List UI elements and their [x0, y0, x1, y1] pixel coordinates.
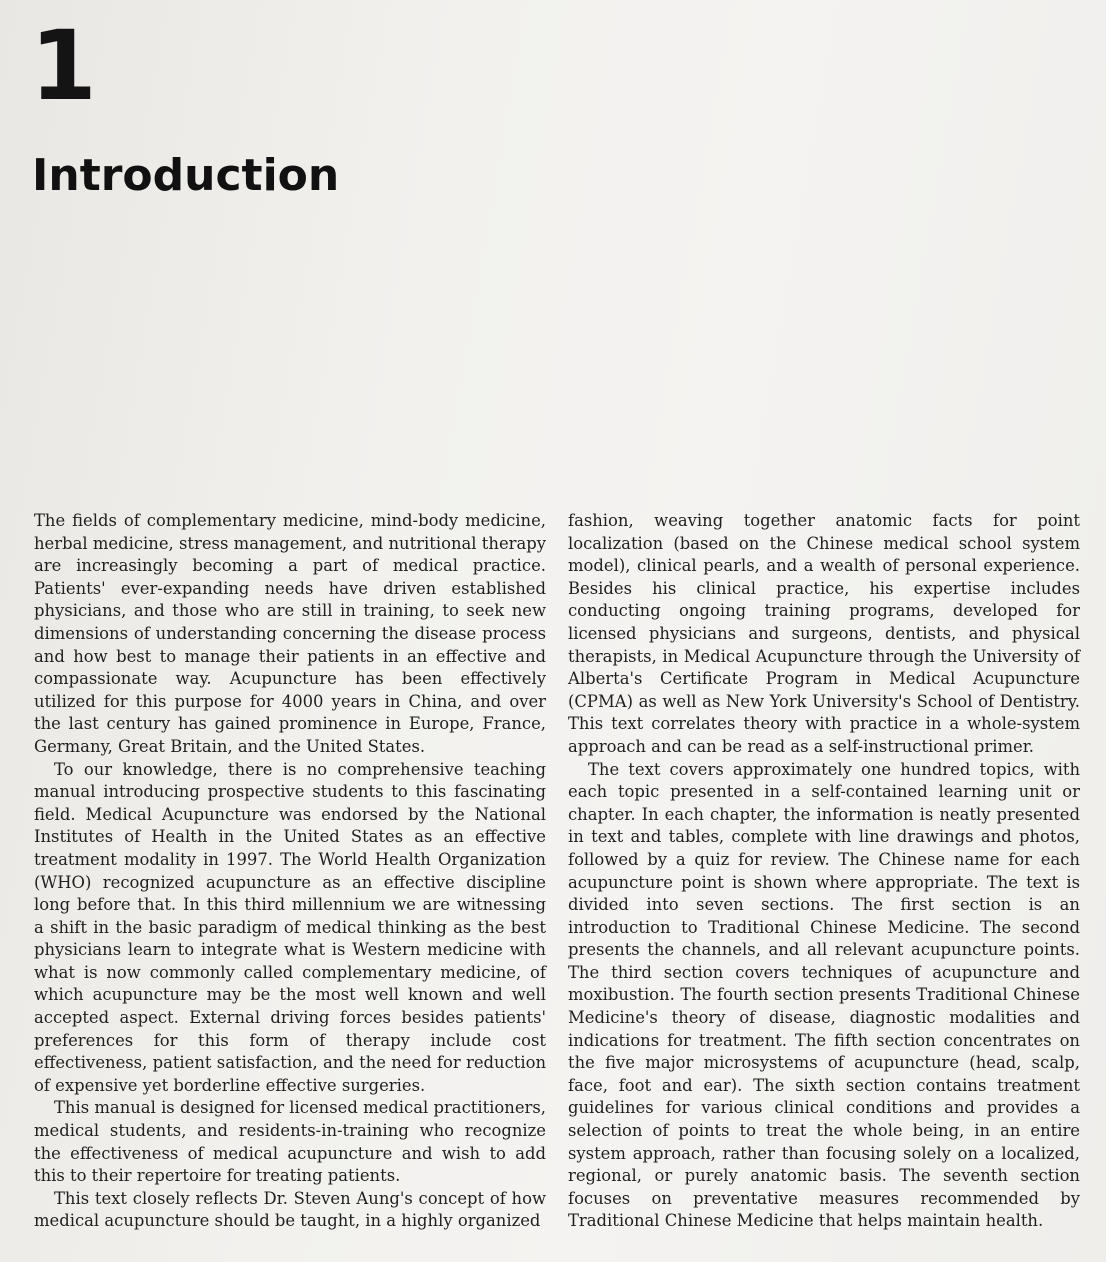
paragraph: This manual is designed for licensed medical practitioners, medical students, and residents-in-training who recognize the effectiveness of medical acupuncture and wish to add this to their repertoire for treating patients. [34, 1098, 546, 1186]
chapter-title: Introduction [32, 150, 340, 201]
paragraph: fashion, weaving together anatomic facts for point localization (based on the Chinese medical school system model), clinical pearls, and a wealth of personal experience. Besides his clinical practice, his expertise includes conducting ongoing training programs, developed for licensed physicians and surgeons, dentists, and physical therapists, in Medical Acupuncture through the University of Alberta's Certificate Program in Medical Acupuncture (CPMA) as well as New York University's School of Dentistry. This text correlates theory with practice in a whole-system approach and can be read as a self-instructional primer. [568, 511, 1080, 756]
paragraph: To our knowledge, there is no comprehensive teaching manual introducing prospective students to this fascinating field. Medical Acupuncture was endorsed by the National Institutes of Health in the United States as an effective treatment modality in 1997. The World Health Organization (WHO) recognized acupuncture as an effective discipline long before that. In this third millennium we are witnessing a shift in the basic paradigm of medical thinking as the best physicians learn to integrate what is Western medicine with what is now commonly called complementary medicine, of which acupuncture may be the most well known and well accepted aspect. External driving forces besides patients' preferences for this form of therapy include cost effectiveness, patient satisfaction, and the need for reduction of expensive yet borderline effective surgeries. [34, 759, 546, 1095]
right-column [568, 510, 1080, 1233]
paragraph: The text covers approximately one hundred topics, with each topic presented in a self-contained learning unit or chapter. In each chapter, the information is neatly presented in text and tables, complete with line drawings and photos, followed by a quiz for review. The Chinese name for each acupuncture point is shown where appropriate. The text is divided into seven sections. The first section is an introduction to Traditional Chinese Medicine. The second presents the channels, and all relevant acupuncture points. The third section covers techniques of acupuncture and moxibustion. The fourth section presents Traditional Chinese Medicine's theory of disease, diagnostic modalities and indications for treatment. The fifth section concentrates on the five major microsystems of acupuncture (head, scalp, face, foot and ear). The sixth section contains treatment guidelines for various clinical conditions and provides a selection of points to treat the whole being, in an entire system approach, rather than focusing solely on a localized, regional, or purely anatomic basis. The seventh section focuses on preventative measures recommended by Traditional Chinese Medicine that helps maintain health. [568, 759, 1080, 1231]
paragraph: The fields of complementary medicine, mind-body medicine, herbal medicine, stress management, and nutritional therapy are increasingly becoming a part of medical practice. Patients' ever-expanding needs have driven established physicians, and those who are still in training, to seek new dimensions of understanding concerning the disease process and how best to manage their patients in an effective and compassionate way. Acupuncture has been effectively utilized for this purpose for 4000 years in China, and over the last century has gained prominence in Europe, France, Germany, Great Britain, and the United States. [34, 511, 546, 756]
body-text [32, 510, 1080, 1233]
chapter-number: 1 [30, 10, 95, 122]
left-column [34, 510, 546, 1233]
paragraph: This text closely reflects Dr. Steven Aung's concept of how medical acupuncture should be taught, in a highly organized [34, 1188, 546, 1231]
